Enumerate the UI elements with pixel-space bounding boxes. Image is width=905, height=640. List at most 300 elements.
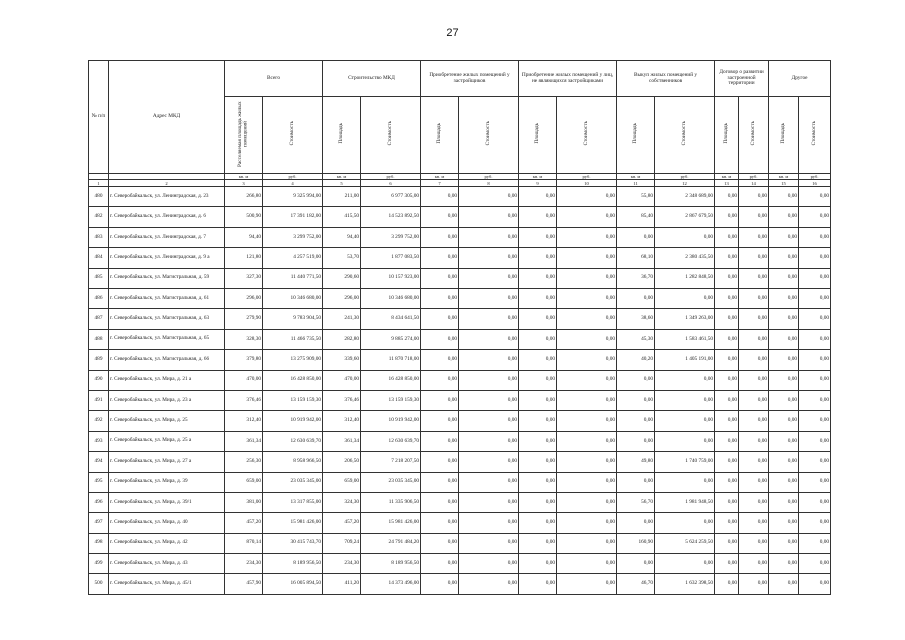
row-value: 0,00 [799, 329, 831, 349]
table-row [89, 350, 831, 370]
row-value: 24 791 484,20 [361, 533, 421, 553]
row-address: г. Северобайкальск, ул. Мира, д. 43 [109, 554, 225, 574]
row-value: 0,00 [799, 207, 831, 227]
row-value: 0,00 [655, 370, 715, 390]
table-row [89, 533, 831, 553]
row-address: г. Северобайкальск, ул. Ленинградская, д. 7 [109, 227, 225, 247]
row-value: 0,00 [799, 350, 831, 370]
subheader-area: Площадь [323, 97, 361, 174]
row-value: 9 783 904,50 [263, 309, 323, 329]
row-value: 0,00 [557, 227, 617, 247]
row-value: 0,00 [459, 370, 519, 390]
row-value: 0,00 [769, 452, 799, 472]
row-value: 0,00 [715, 492, 739, 512]
row-value: 0,00 [799, 370, 831, 390]
row-value: 0,00 [769, 309, 799, 329]
row-value: 0,00 [739, 227, 769, 247]
row-address: г. Северобайкальск, ул. Магистральная, д. 65 [109, 329, 225, 349]
row-value: 3 299 752,00 [263, 227, 323, 247]
row-value: 0,00 [519, 370, 557, 390]
subheader-cost: Стоимость [799, 97, 831, 174]
row-value: 0,00 [519, 452, 557, 472]
row-value: 241,30 [323, 309, 361, 329]
row-value: 457,20 [323, 513, 361, 533]
row-value: 0,00 [799, 574, 831, 594]
row-value: 0,00 [715, 289, 739, 309]
row-value: 12 630 639,70 [361, 431, 421, 451]
row-value: 0,00 [557, 350, 617, 370]
row-value: 13 159 159,30 [263, 390, 323, 410]
header-address: Адрес МКД [109, 61, 225, 174]
row-value: 0,00 [421, 472, 459, 492]
row-address: г. Северобайкальск, ул. Ленинградская, д. 23 [109, 187, 225, 207]
row-value: 1 282 848,50 [655, 268, 715, 288]
row-address: г. Северобайкальск, ул. Мира, д. 42 [109, 533, 225, 553]
row-value: 40,20 [617, 350, 655, 370]
row-value: 296,00 [323, 289, 361, 309]
row-value: 1 632 398,50 [655, 574, 715, 594]
column-number-cell: 9 [519, 180, 557, 187]
row-value: 0,00 [519, 554, 557, 574]
row-address: г. Северобайкальск, ул. Магистральная, д. 63 [109, 309, 225, 329]
row-value: 0,00 [459, 390, 519, 410]
row-value: 0,00 [459, 248, 519, 268]
column-number-cell: 4 [263, 180, 323, 187]
row-value: 0,00 [715, 187, 739, 207]
row-value: 10 919 942,00 [361, 411, 421, 431]
row-value: 0,00 [557, 207, 617, 227]
row-value: 0,00 [769, 492, 799, 512]
row-number: 498 [89, 533, 109, 553]
row-value: 0,00 [769, 289, 799, 309]
row-value: 470,00 [323, 370, 361, 390]
row-value: 0,00 [715, 574, 739, 594]
row-value: 1 740 759,00 [655, 452, 715, 472]
row-value: 0,00 [739, 492, 769, 512]
header-group-developer-purchase: Приобретение жилых помещений у застройщиков [421, 61, 519, 97]
row-value: 312,40 [323, 411, 361, 431]
table-row [89, 329, 831, 349]
row-value: 500,90 [225, 207, 263, 227]
row-value: 0,00 [739, 431, 769, 451]
row-value: 9 885 274,00 [361, 329, 421, 349]
row-value: 279,90 [225, 309, 263, 329]
row-value: 160,90 [617, 533, 655, 553]
row-value: 0,00 [769, 248, 799, 268]
row-value: 0,00 [739, 554, 769, 574]
row-value: 85,40 [617, 207, 655, 227]
row-value: 0,00 [799, 554, 831, 574]
row-value: 0,00 [459, 574, 519, 594]
row-value: 0,00 [557, 390, 617, 410]
table-row [89, 574, 831, 594]
row-address: г. Северобайкальск, ул. Мира, д. 39 [109, 472, 225, 492]
column-number-cell: 10 [557, 180, 617, 187]
table-row [89, 411, 831, 431]
row-value: 0,00 [655, 411, 715, 431]
subheader-cost: Стоимость [459, 97, 519, 174]
row-value: 0,00 [799, 248, 831, 268]
row-value: 0,00 [799, 452, 831, 472]
table-row [89, 268, 831, 288]
row-value: 0,00 [519, 472, 557, 492]
page-number: 27 [446, 27, 459, 39]
header-group-owner-buyout: Выкуп жилых помещений у собственников [617, 61, 715, 97]
row-value: 0,00 [715, 390, 739, 410]
row-value: 0,00 [519, 431, 557, 451]
row-value: 0,00 [519, 513, 557, 533]
row-value: 457,20 [225, 513, 263, 533]
row-value: 0,00 [715, 452, 739, 472]
row-value: 23 035 345,00 [361, 472, 421, 492]
row-value: 361,34 [225, 431, 263, 451]
row-address: г. Северобайкальск, ул. Мира, д. 25 а [109, 431, 225, 451]
row-value: 0,00 [459, 431, 519, 451]
row-value: 0,00 [557, 329, 617, 349]
row-value: 0,00 [715, 533, 739, 553]
units-cell: кв. м [715, 174, 739, 180]
row-value: 0,00 [519, 411, 557, 431]
row-value: 0,00 [799, 187, 831, 207]
row-value: 0,00 [519, 329, 557, 349]
row-value: 0,00 [557, 513, 617, 533]
row-value: 5 624 259,50 [655, 533, 715, 553]
subheader-area: Площадь [421, 97, 459, 174]
row-number: 483 [89, 227, 109, 247]
row-address: г. Северобайкальск, ул. Мира, д. 45/1 [109, 574, 225, 594]
row-value: 0,00 [739, 268, 769, 288]
column-number-cell: 14 [739, 180, 769, 187]
row-value: 0,00 [617, 431, 655, 451]
subheader-area: Площадь [617, 97, 655, 174]
row-value: 53,70 [323, 248, 361, 268]
row-value: 0,00 [421, 309, 459, 329]
row-value: 0,00 [799, 431, 831, 451]
row-value: 56,70 [617, 492, 655, 512]
row-value: 0,00 [557, 431, 617, 451]
units-cell: кв. м [421, 174, 459, 180]
units-cell: кв. м [769, 174, 799, 180]
row-value: 415,50 [323, 207, 361, 227]
row-value: 211,00 [323, 187, 361, 207]
row-value: 0,00 [769, 350, 799, 370]
row-value: 0,00 [799, 492, 831, 512]
resettlement-table [88, 60, 831, 595]
row-value: 0,00 [715, 248, 739, 268]
column-number-cell: 13 [715, 180, 739, 187]
row-number: 493 [89, 431, 109, 451]
row-value: 0,00 [421, 554, 459, 574]
row-value: 4 257 519,00 [263, 248, 323, 268]
header-group-nondeveloper-purchase: Приобретение жилых помещений у лиц, не являющихся застройщиками [519, 61, 617, 97]
row-value: 13 159 159,30 [361, 390, 421, 410]
row-value: 0,00 [769, 329, 799, 349]
row-value: 266,80 [225, 187, 263, 207]
row-value: 0,00 [655, 513, 715, 533]
row-value: 0,00 [799, 227, 831, 247]
row-number: 486 [89, 289, 109, 309]
row-value: 0,00 [557, 248, 617, 268]
row-value: 0,00 [519, 248, 557, 268]
row-value: 0,00 [715, 431, 739, 451]
row-value: 0,00 [557, 554, 617, 574]
row-number: 491 [89, 390, 109, 410]
units-cell: руб. [263, 174, 323, 180]
row-value: 0,00 [739, 207, 769, 227]
units-cell: руб. [799, 174, 831, 180]
row-address: г. Северобайкальск, ул. Мира, д. 21 а [109, 370, 225, 390]
row-value: 376,46 [323, 390, 361, 410]
subheader-cost: Стоимость [361, 97, 421, 174]
row-value: 0,00 [739, 187, 769, 207]
row-address: г. Северобайкальск, ул. Мира, д. 25 [109, 411, 225, 431]
row-value: 0,00 [617, 554, 655, 574]
row-value: 0,00 [617, 289, 655, 309]
row-value: 0,00 [557, 370, 617, 390]
row-value: 0,00 [421, 431, 459, 451]
table-row [89, 248, 831, 268]
subheader-total-area: Расселяемая площадь жилых помещений [225, 97, 263, 174]
row-value: 0,00 [421, 452, 459, 472]
column-number-cell: 3 [225, 180, 263, 187]
row-value: 0,00 [519, 227, 557, 247]
row-value: 0,00 [421, 370, 459, 390]
row-value: 0,00 [421, 248, 459, 268]
row-value: 256,30 [225, 452, 263, 472]
row-value: 10 919 942,00 [263, 411, 323, 431]
subheader-cost: Стоимость [739, 97, 769, 174]
row-value: 2 348 689,00 [655, 187, 715, 207]
subheader-area: Площадь [715, 97, 739, 174]
row-value: 0,00 [715, 472, 739, 492]
table-row [89, 309, 831, 329]
row-value: 0,00 [715, 554, 739, 574]
row-value: 0,00 [421, 350, 459, 370]
row-value: 328,30 [225, 329, 263, 349]
row-value: 0,00 [459, 513, 519, 533]
units-cell: кв. м [617, 174, 655, 180]
row-value: 0,00 [459, 187, 519, 207]
row-value: 0,00 [715, 350, 739, 370]
row-number: 495 [89, 472, 109, 492]
row-value: 16 428 850,00 [361, 370, 421, 390]
row-number: 500 [89, 574, 109, 594]
row-value: 0,00 [715, 411, 739, 431]
header-no: № п/п [89, 61, 109, 174]
row-value: 0,00 [655, 390, 715, 410]
row-value: 0,00 [715, 329, 739, 349]
row-value: 121,80 [225, 248, 263, 268]
column-numbers-row [89, 180, 831, 187]
row-value: 0,00 [799, 289, 831, 309]
row-value: 0,00 [739, 533, 769, 553]
column-number-cell: 12 [655, 180, 715, 187]
row-value: 0,00 [459, 289, 519, 309]
row-address: г. Северобайкальск, ул. Магистральная, д. 66 [109, 350, 225, 370]
row-address: г. Северобайкальск, ул. Магистральная, д. 61 [109, 289, 225, 309]
row-value: 0,00 [519, 187, 557, 207]
row-value: 0,00 [557, 574, 617, 594]
row-value: 46,70 [617, 574, 655, 594]
row-value: 0,00 [421, 289, 459, 309]
row-value: 0,00 [715, 513, 739, 533]
row-value: 1 405 191,00 [655, 350, 715, 370]
row-value: 0,00 [519, 574, 557, 594]
row-value: 0,00 [519, 350, 557, 370]
row-value: 0,00 [769, 187, 799, 207]
subheader-cost: Стоимость [655, 97, 715, 174]
row-address: г. Северобайкальск, ул. Мира, д. 27 а [109, 452, 225, 472]
row-value: 0,00 [617, 370, 655, 390]
row-value: 49,80 [617, 452, 655, 472]
row-value: 0,00 [739, 248, 769, 268]
row-value: 1 981 948,50 [655, 492, 715, 512]
row-value: 234,30 [225, 554, 263, 574]
table-row [89, 492, 831, 512]
subheader-area: Площадь [769, 97, 799, 174]
table-row [89, 452, 831, 472]
row-value: 0,00 [421, 492, 459, 512]
column-number-cell: 5 [323, 180, 361, 187]
row-value: 0,00 [617, 227, 655, 247]
row-value: 0,00 [739, 329, 769, 349]
row-value: 0,00 [739, 574, 769, 594]
row-value: 0,00 [799, 472, 831, 492]
row-number: 489 [89, 350, 109, 370]
row-value: 6 977 305,00 [361, 187, 421, 207]
row-value: 296,00 [225, 289, 263, 309]
row-value: 0,00 [739, 370, 769, 390]
row-value: 870,14 [225, 533, 263, 553]
column-number-cell: 7 [421, 180, 459, 187]
row-value: 0,00 [459, 329, 519, 349]
row-number: 497 [89, 513, 109, 533]
row-value: 14 373 496,00 [361, 574, 421, 594]
row-number: 490 [89, 370, 109, 390]
row-value: 2 380 435,50 [655, 248, 715, 268]
row-value: 0,00 [421, 390, 459, 410]
row-value: 0,00 [459, 554, 519, 574]
table-row [89, 431, 831, 451]
row-number: 482 [89, 207, 109, 227]
row-value: 659,00 [323, 472, 361, 492]
subheader-cost: Стоимость [557, 97, 617, 174]
row-value: 0,00 [519, 492, 557, 512]
row-value: 379,80 [225, 350, 263, 370]
table-row [89, 554, 831, 574]
row-value: 659,00 [225, 472, 263, 492]
row-value: 0,00 [739, 289, 769, 309]
header-group-construction: Строительство МКД [323, 61, 421, 97]
row-value: 0,00 [769, 390, 799, 410]
table-row [89, 227, 831, 247]
row-value: 11 466 735,50 [263, 329, 323, 349]
row-value: 0,00 [459, 227, 519, 247]
row-value: 457,90 [225, 574, 263, 594]
row-value: 0,00 [739, 452, 769, 472]
row-value: 9 325 994,00 [263, 187, 323, 207]
row-value: 13 275 909,00 [263, 350, 323, 370]
row-value: 0,00 [557, 411, 617, 431]
row-value: 0,00 [715, 309, 739, 329]
row-value: 0,00 [421, 227, 459, 247]
row-value: 327,30 [225, 268, 263, 288]
table-row [89, 187, 831, 207]
row-value: 0,00 [655, 289, 715, 309]
row-value: 36,70 [617, 268, 655, 288]
table-row [89, 513, 831, 533]
row-value: 8 189 956,50 [361, 554, 421, 574]
row-value: 23 035 345,00 [263, 472, 323, 492]
row-value: 0,00 [557, 533, 617, 553]
row-value: 206,50 [323, 452, 361, 472]
row-value: 0,00 [421, 533, 459, 553]
row-value: 0,00 [421, 411, 459, 431]
row-value: 0,00 [617, 411, 655, 431]
row-value: 0,00 [617, 390, 655, 410]
subheader-cost: Стоимость [263, 97, 323, 174]
row-value: 0,00 [799, 390, 831, 410]
row-value: 30 415 743,70 [263, 533, 323, 553]
units-cell: кв. м [519, 174, 557, 180]
row-value: 10 346 680,00 [361, 289, 421, 309]
row-address: г. Северобайкальск, ул. Мира, д. 39/1 [109, 492, 225, 512]
units-cell: кв. м [323, 174, 361, 180]
row-value: 8 958 966,50 [263, 452, 323, 472]
row-value: 0,00 [557, 492, 617, 512]
row-value: 68,10 [617, 248, 655, 268]
row-value: 0,00 [739, 411, 769, 431]
row-value: 0,00 [739, 390, 769, 410]
row-value: 0,00 [617, 472, 655, 492]
column-number-cell: 8 [459, 180, 519, 187]
row-value: 0,00 [739, 472, 769, 492]
row-address: г. Северобайкальск, ул. Ленинградская, д. 6 [109, 207, 225, 227]
row-address: г. Северобайкальск, ул. Магистральная, д. 59 [109, 268, 225, 288]
row-value: 0,00 [769, 533, 799, 553]
row-value: 0,00 [769, 207, 799, 227]
row-value: 0,00 [519, 207, 557, 227]
row-value: 0,00 [617, 513, 655, 533]
row-value: 7 218 207,50 [361, 452, 421, 472]
row-value: 0,00 [557, 187, 617, 207]
row-value: 17 391 182,00 [263, 207, 323, 227]
units-cell: руб. [361, 174, 421, 180]
row-value: 10 157 923,00 [361, 268, 421, 288]
row-value: 0,00 [459, 452, 519, 472]
column-number-cell: 15 [769, 180, 799, 187]
table-row [89, 390, 831, 410]
row-value: 0,00 [769, 370, 799, 390]
row-value: 0,00 [799, 411, 831, 431]
row-number: 485 [89, 268, 109, 288]
row-address: г. Северобайкальск, ул. Мира, д. 23 а [109, 390, 225, 410]
header-group-total: Всего [225, 61, 323, 97]
row-value: 0,00 [715, 227, 739, 247]
subheader-area: Площадь [519, 97, 557, 174]
resettlement-table-wrapper [88, 60, 830, 595]
row-value: 0,00 [769, 513, 799, 533]
row-value: 0,00 [459, 472, 519, 492]
row-value: 0,00 [421, 268, 459, 288]
row-value: 8 189 956,50 [263, 554, 323, 574]
table-row [89, 207, 831, 227]
row-value: 0,00 [769, 472, 799, 492]
row-value: 0,00 [715, 268, 739, 288]
row-value: 0,00 [769, 554, 799, 574]
row-value: 0,00 [769, 268, 799, 288]
row-value: 0,00 [655, 472, 715, 492]
